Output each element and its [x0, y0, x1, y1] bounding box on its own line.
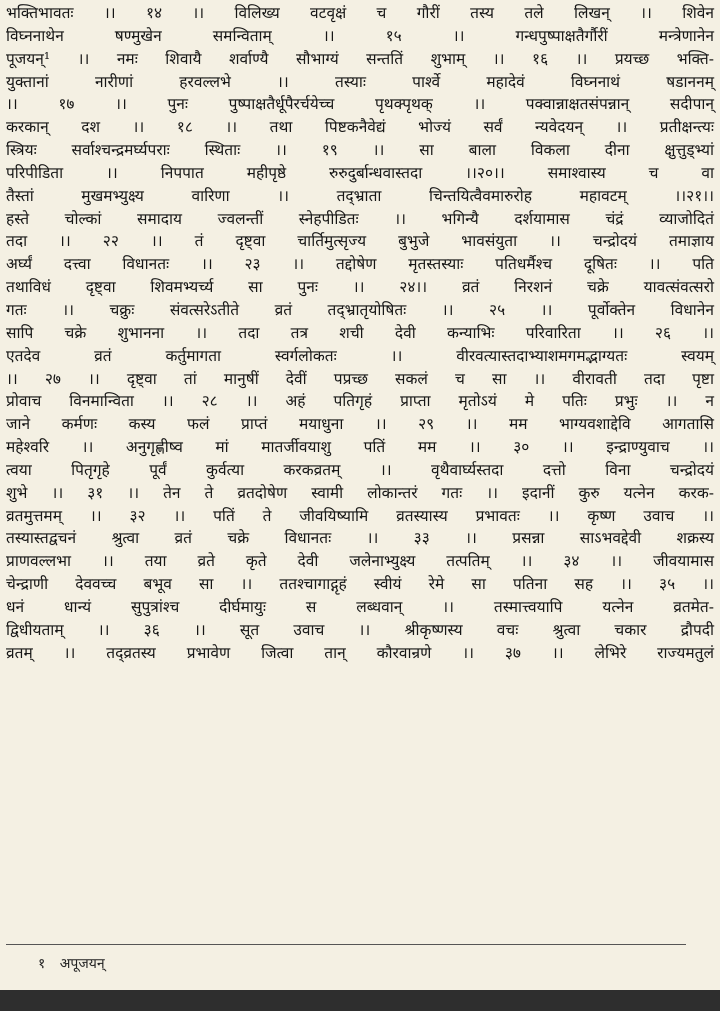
- text-line: अर्घ्यं दत्त्वा विधानतः ।। २३ ।। तद्दोषेण मृतस्तस्याः पतिधर्मैश्च दूषितः ।। पति: [6, 255, 714, 274]
- text-line: प्रोवाच विनमान्विता ।। २८ ।। अहं पतिगृहं प्राप्ता मृतोऽयं मे पतिः प्रभुः ।। न: [6, 392, 714, 411]
- text-line: त्वया पितृगृहे पूर्वं कुर्वत्या करकव्रतम् ।। वृथैवार्घ्यस्तदा दत्तो विना चन्द्रोदयं: [6, 460, 714, 479]
- text-line: व्रतमुत्तमम् ।। ३२ ।। पतिं ते जीवयिष्यामि व्रतस्यास्य प्रभावतः ।। कृष्ण उवाच ।।: [6, 506, 714, 525]
- text-line: विघ्ननाथेन षण्मुखेन समन्विताम् ।। १५ ।। गन्धपुष्पाक्षतैर्गौरीं मन्त्रेणानेन: [6, 26, 714, 45]
- text-line: जाने कर्मणः कस्य फलं प्राप्तं मयाधुना ।। २९ ।। मम भाग्यवशाद्देवि आगतासि: [6, 415, 714, 434]
- text-line: शुभे ।। ३१ ।। तेन ते व्रतदोषेण स्वामी लोकान्तरं गतः ।। इदानीं कुरु यत्नेन करक-: [6, 483, 714, 502]
- text-line: हस्ते चोल्कां समादाय ज्वलन्तीं स्नेहपीडितः ।। भगिन्यै दर्शयामास चंद्रं व्याजोदितं: [6, 209, 714, 228]
- text-line: धनं धान्यं सुपुत्रांश्च दीर्घमायुः स लब्धवान् ।। तस्मात्त्वयापि यत्नेन व्रतमेत-: [6, 597, 714, 616]
- footnote: [38, 954, 105, 973]
- footnote-text: अपूजयन्: [59, 956, 105, 972]
- text-line: पूजयन्¹ ।। नमः शिवायै शर्वाण्यै सौभाग्यं सन्ततिं शुभाम् ।। १६ ।। प्रयच्छ भक्ति-: [6, 49, 714, 68]
- footnote-divider: [6, 944, 686, 945]
- text-line: ।। १७ ।। पुनः पुष्पाक्षतैर्धूपैरर्चयेच्च पृथक्पृथक् ।। पक्वान्नाक्षतसंपन्नान् सदीपान्: [6, 95, 714, 114]
- text-line: महेश्वरि ।। अनुगृह्णीष्व मां मातर्जीवयाशु पतिं मम ।। ३० ।। इन्द्राण्युवाच ।।: [6, 438, 714, 457]
- text-line: सापि चक्रे शुभानना ।। तदा तत्र शची देवी कन्याभिः परिवारिता ।। २६ ।।: [6, 323, 714, 342]
- text-line: युक्तानां नारीणां हरवल्लभे ।। तस्याः पार्श्वे महादेवं विघ्ननाथं षडाननम्: [6, 72, 714, 91]
- text-line: गतः ।। चक्रुः संवत्सरेऽतीते व्रतं तद्भ्रातृयोषितः ।। २५ ।। पूर्वोक्तेन विधानेन: [6, 300, 714, 319]
- text-line: व्रतम् ।। तद्व्रतस्य प्रभावेण जित्वा तान् कौरवान्रणे ।। ३७ ।। लेभिरे राज्यमतुलं: [6, 643, 714, 662]
- scan-bottom-edge: [0, 990, 720, 1011]
- text-line: तदा ।। २२ ।। तं दृष्ट्वा चार्तिमुत्सृज्य बुभुजे भावसंयुता ।। चन्द्रोदयं तमाज्ञाय: [6, 232, 714, 251]
- text-line: तस्यास्तद्वचनं श्रुत्वा व्रतं चक्रे विधानतः ।। ३३ ।। प्रसन्ना साऽभवद्देवी शक्रस्य: [6, 529, 714, 548]
- text-line: एतदेव व्रतं कर्तुमागता स्वर्गलोकतः ।। वीरवत्यास्तदाभ्याशमगमद्भाग्यतः स्वयम्: [6, 346, 714, 365]
- text-line: ।। २७ ।। दृष्ट्वा तां मानुषीं देवीं पप्रच्छ सकलं च सा ।। वीरावती तदा पृष्टा: [6, 369, 714, 388]
- verse-text-block: [6, 2, 714, 664]
- text-line: स्त्रियः सर्वाश्चन्द्रमर्घ्यपराः स्थिताः ।। १९ ।। सा बाला विकला दीना क्षुत्तुड्भ्यां: [6, 141, 714, 160]
- text-line: तैस्तां मुखमभ्युक्ष्य वारिणा ।। तद्भ्राता चिन्तयित्वैवमारुरोह महावटम् ।।२१।।: [6, 186, 714, 205]
- footnote-number: १: [38, 956, 46, 972]
- text-line: करकान् दश ।। १८ ।। तथा पिष्टकनैवेद्यं भोज्यं सर्वं न्यवेदयन् ।। प्रतीक्षन्त्यः: [6, 118, 714, 137]
- text-line: चेन्द्राणी देववच्च बभूव सा ।। ततश्चागाद्गृहं स्वीयं रेमे सा पतिना सह ।। ३५ ।।: [6, 575, 714, 594]
- text-line: भक्तिभावतः ।। १४ ।। विलिख्य वटवृक्षं च गौरीं तस्य तले लिखन् ।। शिवेन: [6, 4, 714, 22]
- text-line: द्विधीयताम् ।। ३६ ।। सूत उवाच ।। श्रीकृष्णस्य वचः श्रुत्वा चकार द्रौपदी: [6, 620, 714, 639]
- text-line: तथाविधं दृष्ट्वा शिवमभ्यर्च्य सा पुनः ।। २४।। व्रतं निरशनं चक्रे यावत्संवत्सरो: [6, 278, 714, 297]
- text-line: प्राणवल्लभा ।। तया व्रते कृते देवी जलेनाभ्युक्ष्य तत्पतिम् ।। ३४ ।। जीवयामास: [6, 552, 714, 571]
- text-line: परिपीडिता ।। निपपात महीपृष्ठे रुरुदुर्बान्धवास्तदा ।।२०।। समाश्वास्य च वा: [6, 163, 714, 182]
